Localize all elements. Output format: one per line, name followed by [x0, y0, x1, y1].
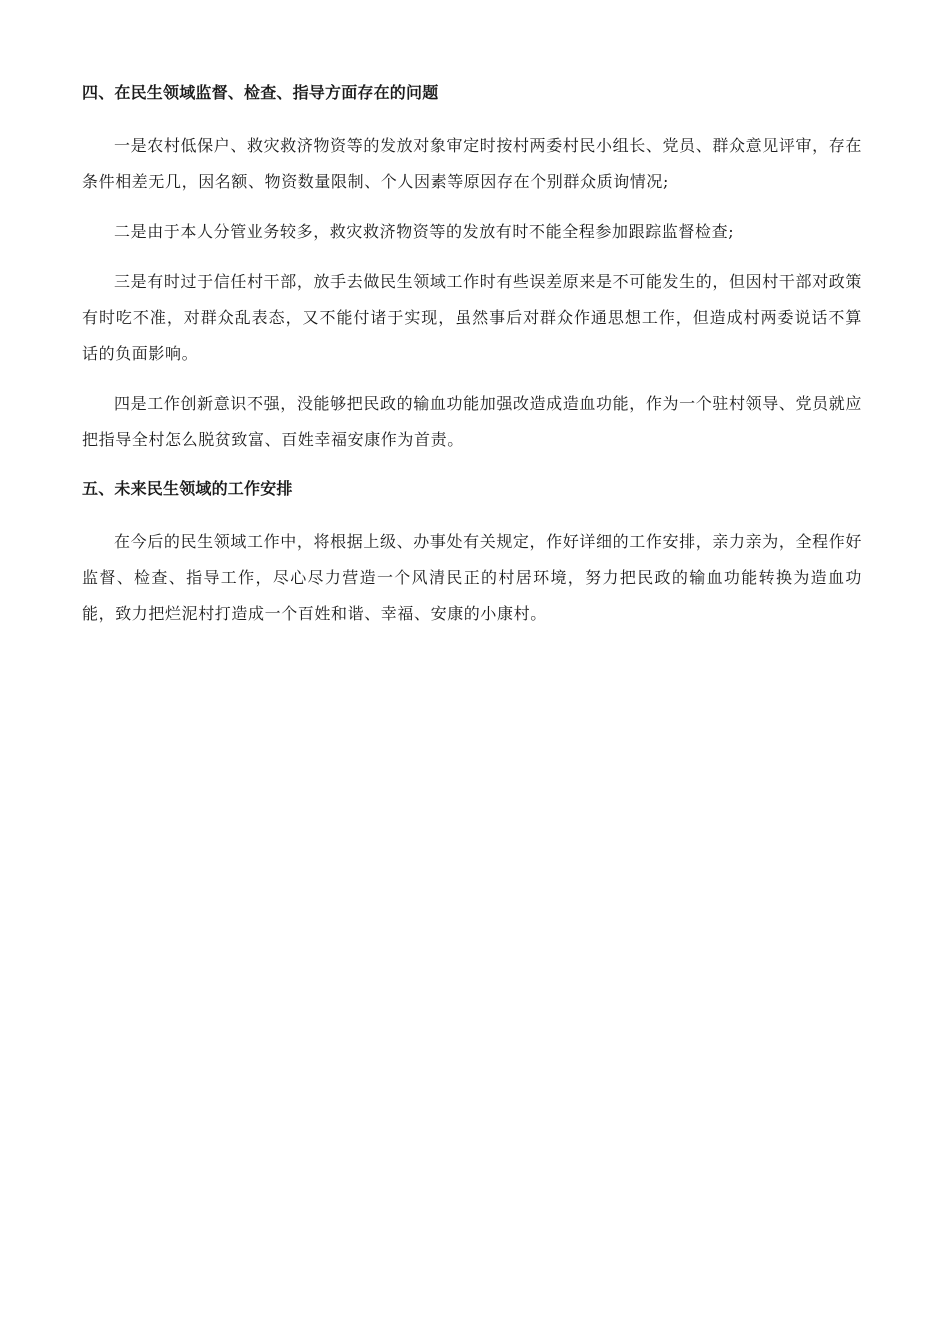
section-heading-problems: 四、在民生领域监督、检查、指导方面存在的问题	[82, 83, 439, 102]
document-body	[82, 78, 862, 646]
section-heading-future-plan: 五、未来民生领域的工作安排	[82, 479, 293, 498]
paragraph-problem-4: 四是工作创新意识不强，没能够把民政的输血功能加强改造成造血功能，作为一个驻村领导、党员就应把指导全村怎么脱贫致富、百姓幸福安康作为首责。	[82, 394, 862, 449]
paragraph-problem-2: 二是由于本人分管业务较多，救灾救济物资等的发放有时不能全程参加跟踪监督检查;	[114, 222, 735, 241]
paragraph-problem-1: 一是农村低保户、救灾救济物资等的发放对象审定时按村两委村民小组长、党员、群众意见评审，存在条件相差无几，因名额、物资数量限制、个人因素等原因存在个别群众质询情况;	[82, 136, 862, 191]
paragraph-future-plan: 在今后的民生领域工作中，将根据上级、办事处有关规定，作好详细的工作安排，亲力亲为，全程作好监督、检查、指导工作，尽心尽力营造一个风清民正的村居环境，努力把民政的输血功能转换为造血功能，致力把烂泥村打造成一个百姓和谐、幸福、安康的小康村。	[82, 532, 862, 623]
paragraph-problem-3: 三是有时过于信任村干部，放手去做民生领域工作时有些误差原来是不可能发生的，但因村干部对政策有时吃不准，对群众乱表态，又不能付诸于实现，虽然事后对群众作通思想工作，但造成村两委说话不算话的负面影响。	[82, 272, 862, 363]
